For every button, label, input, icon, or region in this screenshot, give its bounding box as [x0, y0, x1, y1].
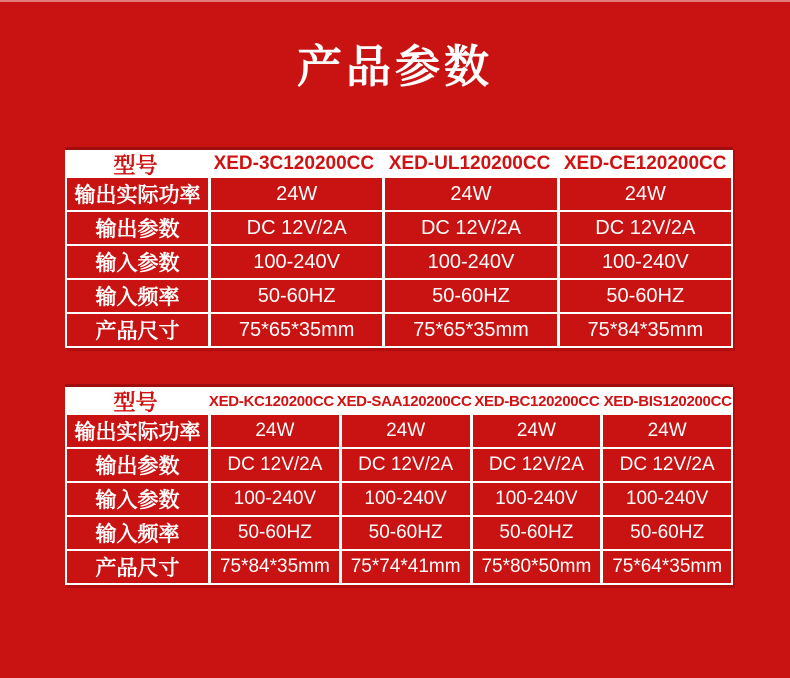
page-top-edge-divider — [0, 0, 790, 2]
spec-value: 24W — [342, 415, 473, 447]
spec-value: 50-60HZ — [342, 517, 473, 549]
spec-value: 50-60HZ — [606, 284, 685, 307]
model-name-cell: XED-SAA120200CC — [336, 392, 472, 410]
spec-value: 100-240V — [211, 483, 342, 515]
spec-value: 24W — [385, 178, 559, 210]
spec-value: 50-60HZ — [211, 517, 342, 549]
model-name-cell: XED-BIS120200CC — [603, 392, 732, 410]
spec-row-label: 输出参数 — [67, 449, 211, 481]
table-row — [67, 178, 731, 210]
spec-value: 75*84*35mm — [211, 551, 342, 583]
model-name-cell: XED-3C120200CC — [213, 153, 375, 174]
spec-value: DC 12V/2A — [595, 216, 696, 239]
table-row — [67, 278, 731, 312]
table-row — [67, 549, 731, 583]
spec-row-label: 产品尺寸 — [67, 551, 211, 583]
spec-value: 100-240V — [601, 250, 689, 273]
spec-value: 100-240V — [473, 483, 604, 515]
spec-row-label: 输入频率 — [67, 517, 211, 549]
spec-value: DC 12V/2A — [619, 454, 715, 475]
spec-value: DC 12V/2A — [385, 212, 559, 244]
spec-table-1 — [65, 147, 733, 348]
spec-row-label: 输出参数 — [67, 212, 211, 244]
spec-value: 24W — [647, 420, 687, 441]
spec-table-1-body — [65, 178, 733, 348]
spec-table-1-header-row — [65, 150, 733, 178]
table-row — [67, 447, 731, 481]
spec-value: 24W — [624, 182, 666, 205]
model-name-cell: XED-BC120200CC — [474, 392, 600, 410]
model-name-cell: XED-KC120200CC — [208, 392, 334, 410]
spec-value: DC 12V/2A — [473, 449, 604, 481]
spec-row-label: 输入频率 — [67, 280, 211, 312]
spec-value: 75*74*41mm — [342, 551, 473, 583]
spec-value: 75*80*50mm — [473, 551, 604, 583]
spec-value: 100-240V — [385, 246, 559, 278]
spec-row-label: 输出实际功率 — [67, 415, 211, 447]
spec-value: 50-60HZ — [473, 517, 604, 549]
spec-value: 50-60HZ — [385, 280, 559, 312]
model-label-cell: 型号 — [113, 389, 158, 415]
spec-value: 50-60HZ — [630, 522, 705, 543]
model-name-cell: XED-UL120200CC — [388, 153, 551, 174]
spec-value: 50-60HZ — [211, 280, 385, 312]
table-row — [67, 415, 731, 447]
spec-row-label: 输入参数 — [67, 246, 211, 278]
spec-value: 24W — [211, 178, 385, 210]
spec-value: DC 12V/2A — [211, 449, 342, 481]
spec-value: 100-240V — [342, 483, 473, 515]
page-title: 产品参数 — [296, 41, 493, 92]
spec-value: 24W — [473, 415, 604, 447]
spec-value: 100-240V — [625, 488, 709, 509]
model-label-cell: 型号 — [113, 152, 158, 178]
spec-value: 24W — [211, 415, 342, 447]
spec-value: DC 12V/2A — [342, 449, 473, 481]
table-row — [67, 244, 731, 278]
table-row — [67, 515, 731, 549]
spec-value: 75*65*35mm — [211, 314, 385, 346]
spec-table-2-body — [65, 415, 733, 585]
model-name-cell: XED-CE120200CC — [563, 153, 727, 174]
spec-row-label: 产品尺寸 — [67, 314, 211, 346]
spec-row-label: 输入参数 — [67, 483, 211, 515]
spec-value: 75*65*35mm — [385, 314, 559, 346]
table-row — [67, 210, 731, 244]
spec-row-label: 输出实际功率 — [67, 178, 211, 210]
spec-table-2 — [65, 384, 733, 585]
spec-value: 100-240V — [211, 246, 385, 278]
spec-table-2-header-row — [65, 387, 733, 415]
table-row — [67, 312, 731, 346]
spec-value: DC 12V/2A — [211, 212, 385, 244]
spec-value: 75*64*35mm — [612, 556, 723, 577]
table-row — [67, 481, 731, 515]
spec-value: 75*84*35mm — [587, 318, 704, 341]
